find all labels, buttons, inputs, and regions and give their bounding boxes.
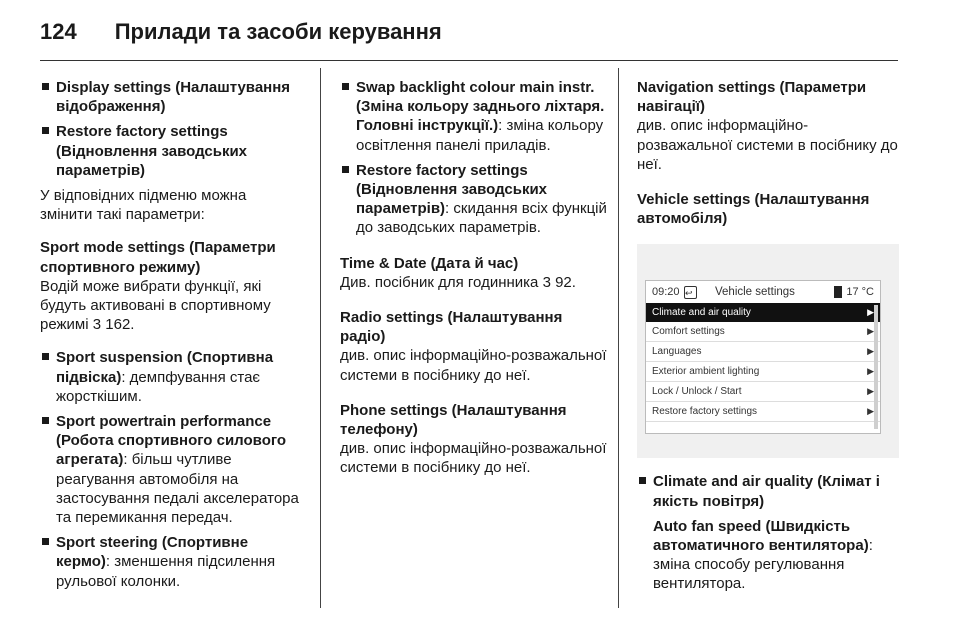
chevron-right-icon: ▶ bbox=[867, 346, 874, 357]
chevron-right-icon: ▶ bbox=[867, 366, 874, 377]
bullet-restore-factory: Restore factory settings (Відновлення заводських параметрів) bbox=[40, 122, 302, 180]
heading-radio-settings: Radio settings (Налаштування радіо) bbox=[340, 309, 563, 346]
heading-time-date: Time & Date (Дата й час) bbox=[340, 254, 519, 272]
bullet-sport-powertrain: Sport powertrain performance (Робота спортивного силового агрегата): більш чутливе реагування автомобіля на застосування педалі акселератора та перемикання передач. bbox=[40, 412, 302, 527]
screen-temperature: 17 °C bbox=[846, 285, 874, 298]
heading-sport-mode: Sport mode settings (Параметри спортивного режиму) bbox=[40, 239, 276, 276]
chevron-right-icon: ▶ bbox=[867, 406, 874, 417]
page-ref-icon: 3 bbox=[92, 316, 102, 334]
column-3 bbox=[637, 78, 899, 600]
phone-icon bbox=[834, 286, 842, 298]
column-2 bbox=[340, 78, 610, 494]
menu-item-ambient-lighting[interactable]: Exterior ambient lighting ▶ bbox=[646, 362, 880, 382]
screen-scrollbar[interactable] bbox=[874, 305, 878, 429]
page-number: 124 bbox=[40, 19, 77, 44]
page-title: Прилади та засоби керування bbox=[114, 19, 442, 44]
heading-phone-settings: Phone settings (Налаштування телефону) bbox=[340, 401, 567, 439]
screen-status-bar bbox=[646, 281, 880, 303]
bullet-display-settings: Display settings (Налаштування відображення) bbox=[40, 78, 302, 116]
bullet-sport-suspension: Sport suspension (Спортивна підвіска): демпфування стає жорсткішим. bbox=[40, 348, 302, 406]
intro-paragraph: У відповідних підменю можна змінити такі параметри: bbox=[40, 187, 247, 224]
menu-item-comfort[interactable]: Comfort settings ▶ bbox=[646, 322, 880, 342]
phone-paragraph: див. опис інформаційно-розважальної системи в посібнику до неї. bbox=[340, 440, 607, 477]
heading-navigation-settings: Navigation settings (Параметри навігації) bbox=[637, 79, 867, 116]
radio-paragraph: див. опис інформаційно-розважальної системи в посібнику до неї. bbox=[340, 347, 607, 384]
header-divider bbox=[40, 60, 898, 61]
chevron-right-icon: ▶ bbox=[867, 307, 874, 318]
column-divider-2 bbox=[618, 68, 619, 608]
chevron-right-icon: ▶ bbox=[867, 326, 874, 337]
screen-title: Vehicle settings bbox=[715, 285, 795, 298]
chevron-right-icon: ▶ bbox=[867, 386, 874, 397]
menu-item-languages[interactable]: Languages ▶ bbox=[646, 342, 880, 362]
bullet-sport-steering: Sport steering (Спортивне кермо): зменшення підсилення рульової колонки. bbox=[40, 533, 302, 591]
column-divider-1 bbox=[320, 68, 321, 608]
page-ref-icon: 3 bbox=[542, 273, 551, 291]
time-date-paragraph: Див. посібник для годинника 3 92. bbox=[340, 273, 576, 291]
navigation-paragraph: див. опис інформаційно-розважальної системи в посібнику до неї. bbox=[637, 117, 898, 173]
page-header bbox=[40, 12, 442, 52]
menu-item-restore-factory[interactable]: Restore factory settings ▶ bbox=[646, 402, 880, 422]
sport-mode-paragraph: Водій може вибрати функції, які будуть активовані в спортивному режимі 3 162. bbox=[40, 277, 271, 334]
display-screen bbox=[645, 280, 881, 434]
back-icon bbox=[684, 286, 697, 299]
column-1 bbox=[40, 78, 302, 597]
bullet-climate-air-quality: Climate and air quality (Клімат і якість повітря) Auto fan speed (Швидкість автоматичного вентилятора): зміна способу регулювання вентилятора. bbox=[637, 472, 899, 593]
auto-fan-speed-text: Auto fan speed (Швидкість автоматичного вентилятора): зміна способу регулювання вентилятора. bbox=[653, 517, 873, 593]
menu-item-lock-unlock[interactable]: Lock / Unlock / Start ▶ bbox=[646, 382, 880, 402]
bullet-swap-backlight: Swap backlight colour main instr. (Зміна кольору заднього ліхтаря. Головні інструкції.): зміна кольору освітлення панелі приладів. bbox=[340, 78, 610, 155]
bullet-restore-factory-2: Restore factory settings (Відновлення заводських параметрів): скидання всіх функцій до заводських параметрів. bbox=[340, 161, 610, 238]
menu-item-climate[interactable]: Climate and air quality ▶ bbox=[646, 303, 880, 322]
screen-time: 09:20 bbox=[652, 285, 680, 298]
vehicle-settings-screenshot bbox=[637, 244, 899, 458]
heading-vehicle-settings: Vehicle settings (Налаштування автомобіля) bbox=[637, 191, 870, 228]
